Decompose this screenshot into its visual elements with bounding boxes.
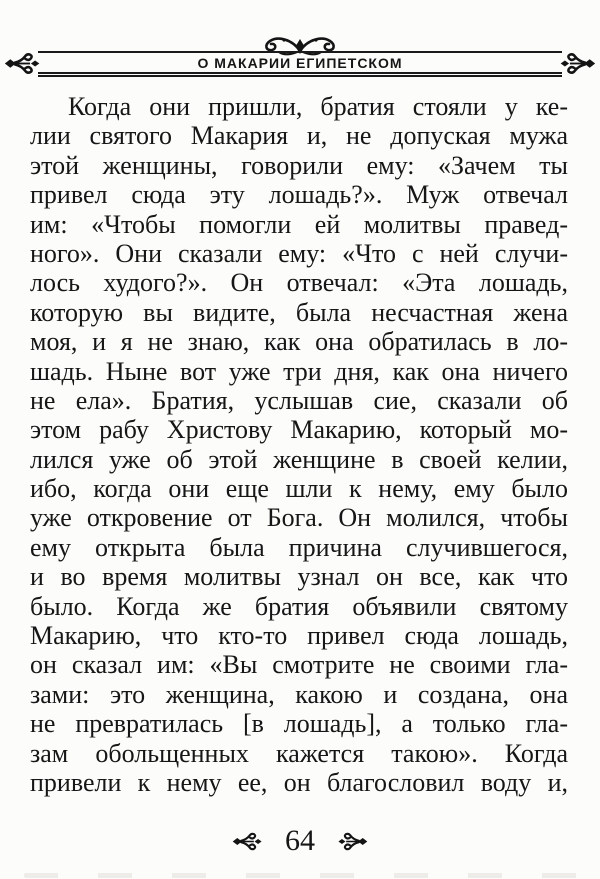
text-line: было. Когда же братия объявили святому: [30, 591, 568, 621]
page-number: 64: [285, 824, 315, 857]
page-body-text: [30, 92, 568, 797]
text-line: лии святого Макария и, не допуская мужа: [30, 121, 568, 151]
chapter-title: О МАКАРИИ ЕГИПЕТСКОМ: [197, 55, 403, 71]
text-line: лось худого?». Он отвечал: «Эта лошадь,: [30, 268, 568, 298]
text-line: не превратилась [в лошадь], а только гла-: [30, 709, 568, 739]
text-line: моя, и я не знаю, как она обратилась в ло-: [30, 327, 568, 357]
footer-fleuron-right-icon: [337, 831, 368, 852]
text-line: шадь. Ныне вот уже три дня, как она ничего: [30, 356, 568, 386]
text-line: которую вы видите, была несчастная жена: [30, 297, 568, 327]
footer-fleuron-left-icon: [232, 831, 263, 852]
text-line: Макарию, что кто-то привел сюда лошадь,: [30, 621, 568, 651]
fleuron-right-icon: [559, 50, 596, 77]
text-line: ного». Они сказали ему: «Что с ней случи-: [30, 238, 568, 268]
text-line: привел сюда эту лошадь?». Муж отвечал: [30, 180, 568, 210]
text-line: ибо, когда они еще шли к нему, ему было: [30, 474, 568, 504]
text-line: этой женщины, говорили ему: «Зачем ты: [30, 150, 568, 180]
page-footer: [0, 826, 600, 856]
text-line: он сказал им: «Вы смотрите не своими гла-: [30, 650, 568, 680]
text-line: им: «Чтобы помогли ей молитвы правед-: [30, 209, 568, 239]
chapter-title-band: [38, 51, 562, 77]
text-line: привели к нему ее, он благословил воду и,: [30, 767, 568, 797]
text-line: уже откровение от Бога. Он молился, чтобы: [30, 503, 568, 533]
text-line: этом рабу Христову Макарию, который мо-: [30, 415, 568, 445]
fleuron-left-icon: [4, 50, 41, 77]
text-line: зами: это женщина, какою и создана, она: [30, 679, 568, 709]
text-line: Когда они пришли, братия стояли у ке-: [68, 92, 568, 121]
text-line: ему открыта была причина случившегося,: [30, 532, 568, 562]
text-line: лился уже об этой женщине в своей келии,: [30, 444, 568, 474]
next-page-text-edge: [24, 873, 590, 878]
text-line: и во время молитвы узнал он все, как что: [30, 562, 568, 592]
text-line: зам обольщенных кажется такою». Когда: [30, 738, 568, 768]
text-line: не ела». Братия, услышав сие, сказали об: [30, 385, 568, 415]
